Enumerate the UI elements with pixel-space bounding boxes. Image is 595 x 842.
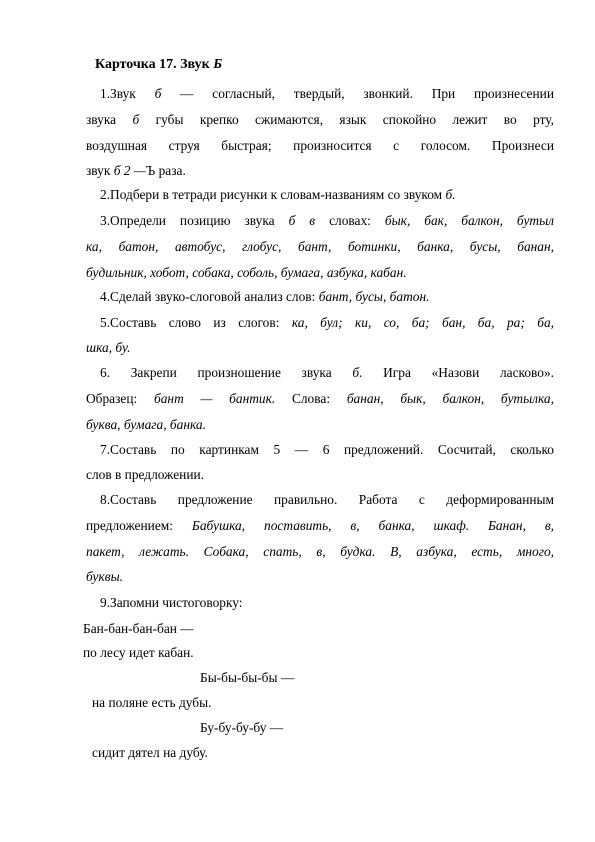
task1-line2: звука б губы крепко сжимаются, язык спокойно лежит во рту,: [86, 112, 554, 127]
task1-line4: звук б 2 —Ъ раза.: [86, 163, 186, 178]
task3-line3: будильник, хобот, собака, соболь, бумага, азбука, кабан.: [86, 265, 407, 280]
task2-line: 2.Подбери в тетради рисунки к словам-названиям со звуком б.: [100, 187, 456, 202]
card-title: Карточка 17. Звук Б: [95, 57, 223, 72]
task9-heading: 9.Запомни чистоговорку:: [100, 595, 243, 610]
verse-line-6: сидит дятел на дубу.: [92, 745, 208, 760]
task6-line1: 6. Закрепи произношение звука б. Игра «Назови ласково».: [100, 365, 554, 380]
task7-line1: 7.Составь по картинкам 5 — 6 предложений. Сосчитай, сколько: [100, 442, 554, 457]
task6-line3: буква, бумага, банка.: [86, 417, 206, 432]
verse-line-5: Бу-бу-бу-бу —: [200, 720, 284, 735]
task5-line1: 5.Составь слово из слогов: ка, бул; ки, со, ба; бан, ба, ра; ба,: [100, 315, 554, 330]
task4-line: 4.Сделай звуко-слоговой анализ слов: бант, бусы, батон.: [100, 289, 430, 304]
verse-line-2: по лесу идет кабан.: [83, 645, 194, 660]
task5-line2: шка, бу.: [86, 340, 131, 355]
task8-line3: пакет, лежать. Собака, спать, в, будка. В, азбука, есть, много,: [86, 544, 554, 559]
verse-line-1: Бан-бан-бан-бан —: [83, 621, 194, 636]
verse-line-4: на поляне есть дубы.: [92, 695, 212, 710]
task8-line2: предложением: Бабушка, поставить, в, банка, шкаф. Банан, в,: [86, 518, 554, 533]
task3-line1: 3.Определи позицию звука б в словах: бык, бак, балкон, бутыл: [100, 213, 554, 228]
task8-line4: буквы.: [86, 569, 123, 584]
task6-line2: Образец: бант — бантик. Слова: банан, бык, балкон, бутылка,: [86, 391, 554, 406]
task7-line2: слов в предложении.: [86, 467, 205, 482]
task1-line1: 1.Звук б — согласный, твердый, звонкий. При произнесении: [100, 86, 554, 101]
verse-line-3: Бы-бы-бы-бы —: [200, 670, 295, 685]
task8-line1: 8.Составь предложение правильно. Работа с деформированным: [100, 492, 554, 507]
task3-line2: ка, батон, автобус, глобус, бант, ботинки, банка, бусы, банан,: [86, 239, 554, 254]
task1-line3: воздушная струя быстрая; произносится с голосом. Произнеси: [86, 138, 554, 153]
